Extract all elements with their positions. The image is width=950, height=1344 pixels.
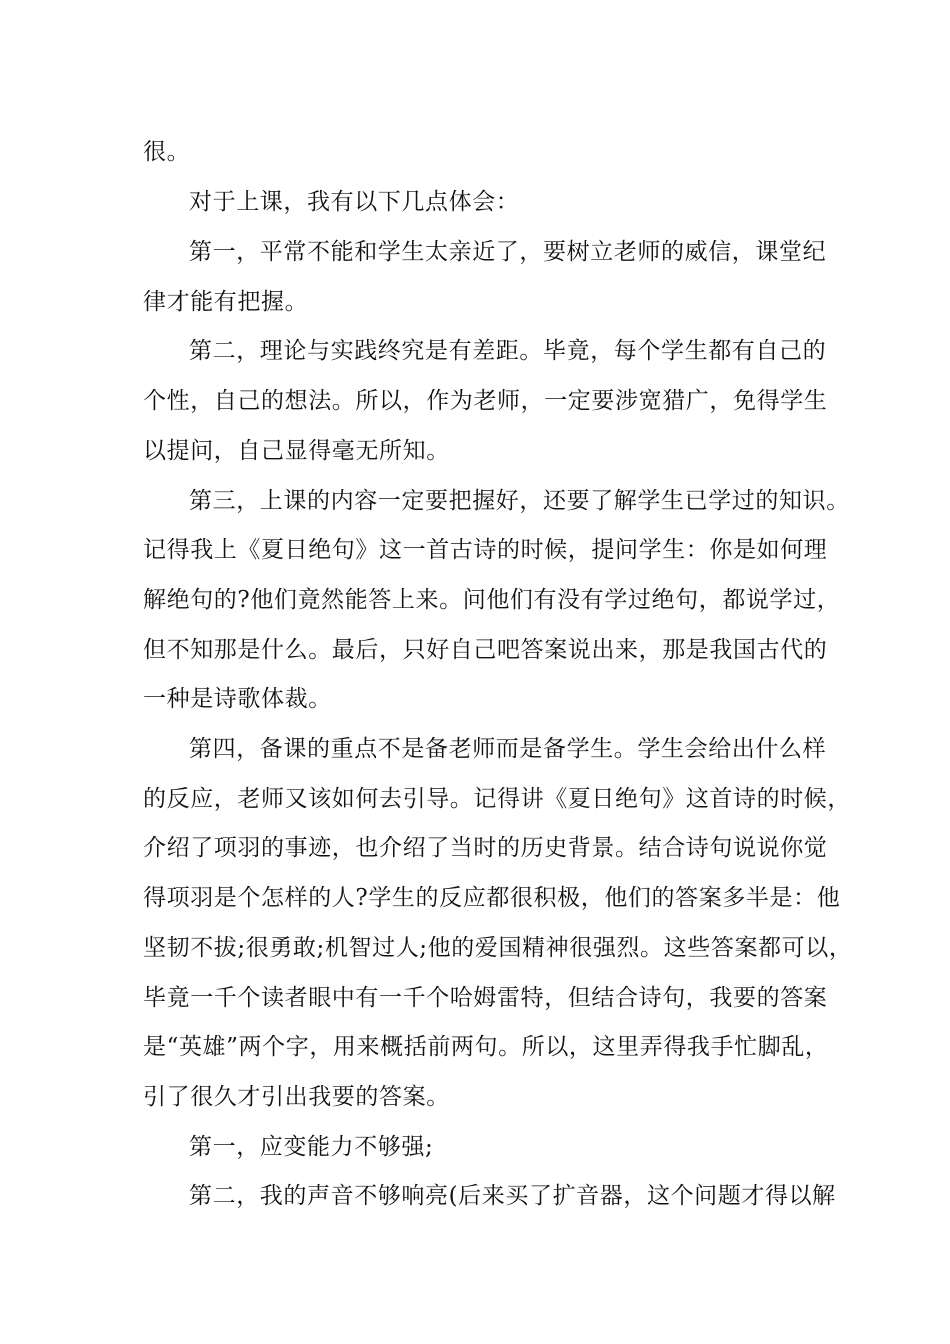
text-line: 律才能有把握。 <box>143 289 309 315</box>
text-line: 第三，上课的内容一定要把握好，还要了解学生已学过的知识。 <box>189 488 850 514</box>
text-line: 第一，应变能力不够强; <box>189 1134 434 1160</box>
text-line: 引了很久才引出我要的答案。 <box>143 1084 450 1110</box>
text-line: 第二，我的声音不够响亮(后来买了扩音器，这个问题才得以解 <box>189 1183 836 1209</box>
text-line: 得项羽是个怎样的人?学生的反应都很积极，他们的答案多半是：他 <box>143 885 841 911</box>
text-line: 个性，自己的想法。所以，作为老师，一定要涉宽猎广，免得学生 <box>143 388 828 414</box>
text-line: 对于上课，我有以下几点体会： <box>189 189 520 215</box>
text-line: 一种是诗歌体裁。 <box>143 686 332 712</box>
text-line: 第二，理论与实践终究是有差距。毕竟，每个学生都有自己的 <box>189 338 827 364</box>
text-line: 是“英雄”两个字，用来概括前两句。所以，这里弄得我手忙脚乱， <box>143 1034 829 1060</box>
text-line: 第四，备课的重点不是备老师而是备学生。学生会给出什么样 <box>189 736 827 762</box>
text-line: 的反应，老师又该如何去引导。记得讲《夏日绝句》这首诗的时候， <box>143 786 851 812</box>
text-line: 坚韧不拔;很勇敢;机智过人;他的爱国精神很强烈。这些答案都可以， <box>143 935 853 961</box>
text-line: 毕竟一千个读者眼中有一千个哈姆雷特，但结合诗句，我要的答案 <box>143 985 828 1011</box>
text-line: 解绝句的?他们竟然能答上来。问他们有没有学过绝句，都说学过， <box>143 587 841 613</box>
text-line: 介绍了项羽的事迹，也介绍了当时的历史背景。结合诗句说说你觉 <box>143 835 828 861</box>
text-line: 记得我上《夏日绝句》这一首古诗的时候，提问学生：你是如何理 <box>143 537 828 563</box>
text-line: 以提问，自己显得毫无所知。 <box>143 438 450 464</box>
text-line: 第一，平常不能和学生太亲近了，要树立老师的威信，课堂纪 <box>189 239 827 265</box>
text-line: 很。 <box>143 139 191 165</box>
text-line: 但不知那是什么。最后，只好自己吧答案说出来，那是我国古代的 <box>143 637 828 663</box>
